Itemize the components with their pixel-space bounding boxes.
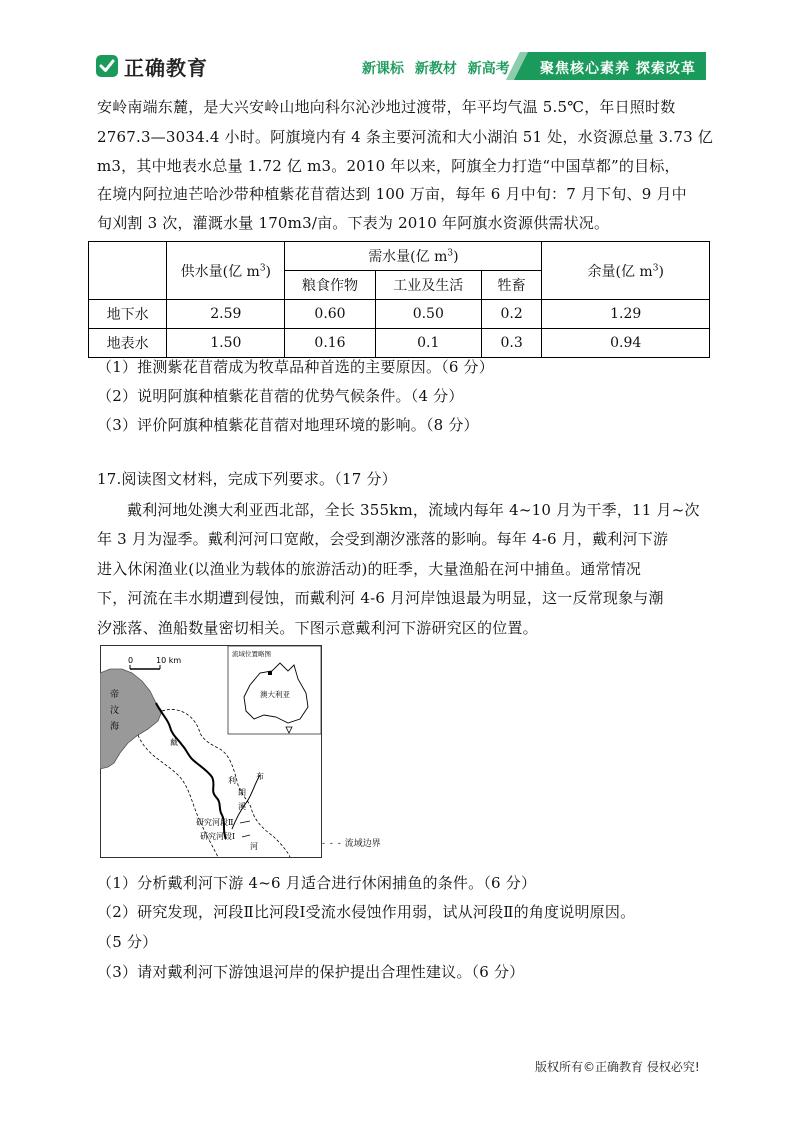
table-row bbox=[89, 329, 710, 358]
cell-industry: 0.50 bbox=[375, 300, 481, 329]
river-label-1: 戴 bbox=[170, 738, 178, 747]
copyright-footer: 版权所有©正确教育 侵权必究! bbox=[535, 1060, 700, 1074]
q17-line-4: 下，河流在丰水期遭到侵蚀，而戴利河 4-6 月河岸蚀退最为明显，这一反常现象与潮 bbox=[97, 589, 664, 607]
sea-label-1: 帝 bbox=[110, 690, 120, 700]
inset-label: 澳大利亚 bbox=[260, 690, 290, 699]
cell-industry: 0.1 bbox=[375, 329, 481, 358]
check-logo-icon bbox=[96, 55, 118, 77]
sea-label-2: 汶 bbox=[110, 706, 120, 716]
q16-question-2: （2）说明阿旗种植紫花苜蓿的优势气候条件。（4 分） bbox=[97, 387, 464, 405]
tag-textbook: 新教材 bbox=[414, 61, 457, 77]
q17-line-3: 进入休闲渔业(以渔业为载体的旅游活动)的旺季，大量渔船在河中捕鱼。通常情况 bbox=[97, 560, 642, 578]
river-label-2: 利 bbox=[228, 776, 236, 785]
q17-line-1: 戴利河地处澳大利亚西北部，全长 355km，流域内每年 4~10 月为干季，11 月~次 bbox=[127, 501, 700, 519]
tag-exam: 新高考 bbox=[467, 61, 510, 77]
legend-label: 流域边界 bbox=[344, 839, 381, 849]
brand-logo bbox=[96, 52, 208, 80]
creek-label-2: 朗 bbox=[238, 788, 246, 797]
row-label: 地表水 bbox=[89, 329, 167, 358]
cell-grain: 0.16 bbox=[285, 329, 375, 358]
section-2-label: 研究河段Ⅱ bbox=[196, 818, 234, 827]
sea-label-3: 海 bbox=[110, 722, 120, 732]
q16-line-1: 安岭南端东麓，是大兴安岭山地向科尔沁沙地过渡带，年平均气温 5.5℃，年日照时数 bbox=[97, 98, 676, 116]
cell-surplus: 1.29 bbox=[542, 300, 710, 329]
table-row bbox=[89, 300, 710, 329]
daly-river-map bbox=[100, 645, 322, 858]
supply-header: 供水量(亿 $m^3$) bbox=[167, 242, 285, 300]
tag-curriculum: 新课标 bbox=[362, 61, 404, 77]
q16-question-3: （3）评价阿旗种植紫花苜蓿对地理环境的影响。（8 分） bbox=[97, 416, 479, 434]
q17-question-3: （3）请对戴利河下游蚀退河岸的保护提出合理性建议。（6 分） bbox=[97, 963, 525, 981]
water-table bbox=[88, 241, 710, 358]
q16-line-4: 在境内阿拉迪芒哈沙带种植紫花苜蓿达到 100 万亩，每年 6 月中旬：7 月下旬、9 月中 bbox=[97, 185, 687, 203]
inset-title: 流域位置略图 bbox=[232, 650, 271, 658]
demand-col-grain: 粮食作物 bbox=[285, 271, 375, 300]
q17-question-1: （1）分析戴利河下游 4~6 月适合进行休闲捕鱼的条件。（6 分） bbox=[97, 874, 537, 892]
q16-question-1: （1）推测紫花苜蓿成为牧草品种首选的主要原因。（6 分） bbox=[97, 358, 494, 376]
creek-label-3: 溪 bbox=[238, 802, 246, 811]
surplus-header: 余量(亿 $m^3$) bbox=[542, 242, 710, 300]
row-label: 地下水 bbox=[89, 300, 167, 329]
q17-title: 17.阅读图文材料，完成下列要求。（17 分） bbox=[97, 470, 397, 488]
demand-col-livestock: 牲畜 bbox=[481, 271, 542, 300]
brand-name: 正确教育 bbox=[124, 55, 208, 80]
river-label-3: 河 bbox=[250, 842, 258, 851]
q16-line-3: m3，其中地表水总量 1.72 亿 m3。2010 年以来，阿旗全力打造“中国草都”的目标， bbox=[97, 157, 680, 175]
q17-line-5: 汐涨落、渔船数量密切相关。下图示意戴利河下游研究区的位置。 bbox=[97, 619, 538, 637]
q16-line-5: 旬刈割 3 次，灌溉水量 170m3/亩。下表为 2010 年阿旗水资源供需状况。 bbox=[97, 214, 610, 232]
cell-supply: 2.59 bbox=[167, 300, 285, 329]
scale-zero: 0 bbox=[128, 656, 134, 665]
cell-grain: 0.60 bbox=[285, 300, 375, 329]
header-tags bbox=[362, 58, 516, 78]
cell-livestock: 0.2 bbox=[481, 300, 542, 329]
q17-question-2-score: （5 分） bbox=[97, 933, 158, 951]
header-banner-text: 聚焦核心素养 探索改革 bbox=[540, 61, 696, 77]
cell-surplus: 0.94 bbox=[542, 329, 710, 358]
creek-label-1: 布 bbox=[256, 772, 264, 781]
section-1-label: 研究河段Ⅰ bbox=[200, 832, 236, 841]
q16-line-2: 2767.3—3034.4 小时。阿旗境内有 4 条主要河流和大小湖泊 51 处，水资源总量 3.73 亿 bbox=[97, 128, 713, 146]
scale-end: 10 km bbox=[156, 656, 182, 665]
table-corner bbox=[89, 242, 167, 300]
map-legend: - - - 流域边界 bbox=[322, 839, 381, 849]
cell-livestock: 0.3 bbox=[481, 329, 542, 358]
demand-col-industry: 工业及生活 bbox=[375, 271, 481, 300]
q17-question-2: （2）研究发现，河段Ⅱ比河段Ⅰ受流水侵蚀作用弱，试从河段Ⅱ的角度说明原因。 bbox=[97, 903, 636, 921]
demand-header: 需水量(亿 $m^3$) bbox=[285, 242, 542, 271]
locator-mark bbox=[268, 671, 272, 675]
cell-supply: 1.50 bbox=[167, 329, 285, 358]
q17-line-2: 年 3 月为湿季。戴利河河口宽敞，会受到潮汐涨落的影响。每年 4-6 月，戴利河下游 bbox=[97, 530, 669, 548]
